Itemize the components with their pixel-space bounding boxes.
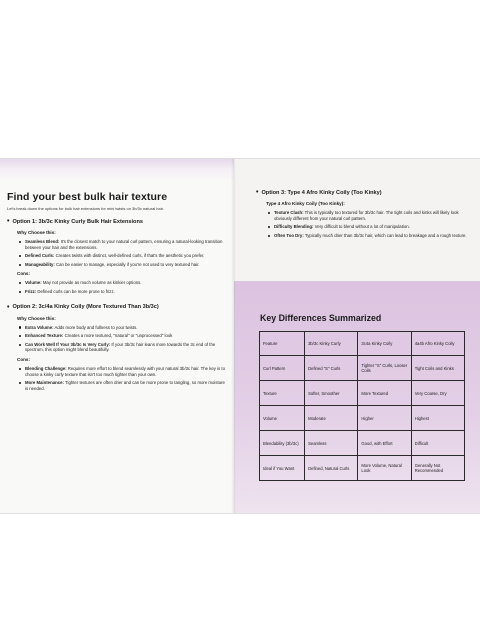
option2-cons-list [7,366,229,391]
option2-heading [7,304,229,311]
table-header-row [260,332,465,356]
table-cell: Good, with Effort [358,431,411,456]
option1-why-list [7,239,229,267]
list-item: More Maintenance: Tighter textures are often drier and can be more prone to tangling, so more moisture is needed. [19,380,229,391]
table-cell: Generally Not Recommended [411,456,464,481]
table-row [260,356,465,381]
list-item: Blending Challenge: Requires more effort to blend seamlessly with your natural 3b/3c hair. The key is to choose a kinky curly texture that isn't too much tighter than your own. [19,366,229,377]
table-row [260,431,465,456]
page-title: Find your best bulk hair texture [7,191,168,203]
option2-why-label: Why Choose this: [17,315,56,321]
table-cell: Blendability (3b/3c) [260,431,305,456]
option2-cons-label: Cons: [17,356,31,362]
list-item: Defined Curls: Creates twists with distinct, well-defined curls, if that's the aesthetic you prefer. [19,253,229,259]
right-page [234,159,480,513]
option1-cons-label: Cons: [17,271,31,277]
bullet-icon: • [7,303,10,311]
summary-title: Key Differences Summarized [260,313,382,323]
table-header-cell: Feature [260,332,305,356]
table-cell: Highest [411,406,464,431]
table-cell: Tighter "S" Curls, Looser Coils [358,356,411,381]
list-item: Can Work Well If Your 3b/3c Is Very Curly: If your 3b/3c hair leans more towards the 3c end of the spectrum, this option might blend beautifully. [19,342,229,353]
option3-sub-label: Type 4 Afro Kinky Coily (Too Kinky): [266,201,345,206]
list-item: Extra Volume: Adds more body and fullness to your twists. [19,325,229,331]
option2-heading-text: Option 2: 3c/4a Kinky Coily (More Textured Than 3b/3c) [12,304,159,311]
table-cell: Higher [358,406,411,431]
table-header-cell: 3c4a Kinky Coily [358,332,411,356]
brochure-spread [0,158,480,514]
left-page [0,159,234,513]
table-cell: More Volume, Natural Look [358,456,411,481]
table-row [260,381,465,406]
option1-heading [7,218,229,225]
list-item: Texture Clash: This is typically too textured for 3b/3c hair. The tight coils and kinks will likely look obviously different from your natural curl pattern. [268,210,474,221]
list-item: Frizz: Defined curls can be more prone to frizz. [19,289,229,295]
table-cell: Curl Pattern [260,356,305,381]
option3-list [256,210,474,238]
page-fold [231,159,236,513]
right-page-content [256,189,474,242]
intro-text: Let's break down the options for bulk hair extensions for mini twists on 3b/3c natural hair. [7,206,164,211]
comparison-table [259,331,465,481]
table-cell: Volume [260,406,305,431]
table-header-cell: 4a4b Afro Kinky Coily [411,332,464,356]
table-cell: Defined "S" Curls [305,356,358,381]
table-cell: Moderate [305,406,358,431]
list-item: Often Too Dry: Typically much drier than 3b/3c hair, which can lead to breakage and a rough texture. [268,233,474,239]
list-item: Volume: May not provide as much volume as kinkier options. [19,280,229,286]
table-cell: More Textured [358,381,411,406]
table-cell: Tight Coils and Kinks [411,356,464,381]
list-item: Enhanced Texture: Creates a more textured, "natural" or "unprocessed" look [19,333,229,339]
list-item: Seamless Blend: It's the closest match to your natural curl pattern, ensuring a natural-looking transition between your hair and the extensions. [19,239,229,250]
bullet-icon: • [256,189,259,196]
option1-why-label: Why Choose this: [17,230,56,235]
table-cell: Very Coarse, Dry [411,381,464,406]
table-cell: Texture [260,381,305,406]
bullet-icon: • [7,218,10,225]
table-cell: Ideal if You Want [260,456,305,481]
list-item: Manageability: Can be easier to manage, especially if you're not used to very textured hair. [19,262,229,268]
left-page-content [7,191,229,395]
table-cell: Seamless [305,431,358,456]
table-cell: Softer, Smoother [305,381,358,406]
option2-why-list [7,325,229,353]
table-row [260,456,465,481]
table-cell: Difficult [411,431,464,456]
table-cell: Defined, Natural Curls [305,456,358,481]
list-item: Difficulty Blending: Very difficult to blend without a lot of manipulation. [268,224,474,230]
option3-heading [256,189,474,196]
option3-heading-text: Option 3: Type 4 Afro Kinky Coily (Too Kinky) [261,189,382,196]
table-header-cell: 3b/3c Kinky Curly [305,332,358,356]
option1-heading-text: Option 1: 3b/3c Kinky Curly Bulk Hair Extensions [12,218,144,225]
table-row [260,406,465,431]
option1-cons-list [7,280,229,294]
